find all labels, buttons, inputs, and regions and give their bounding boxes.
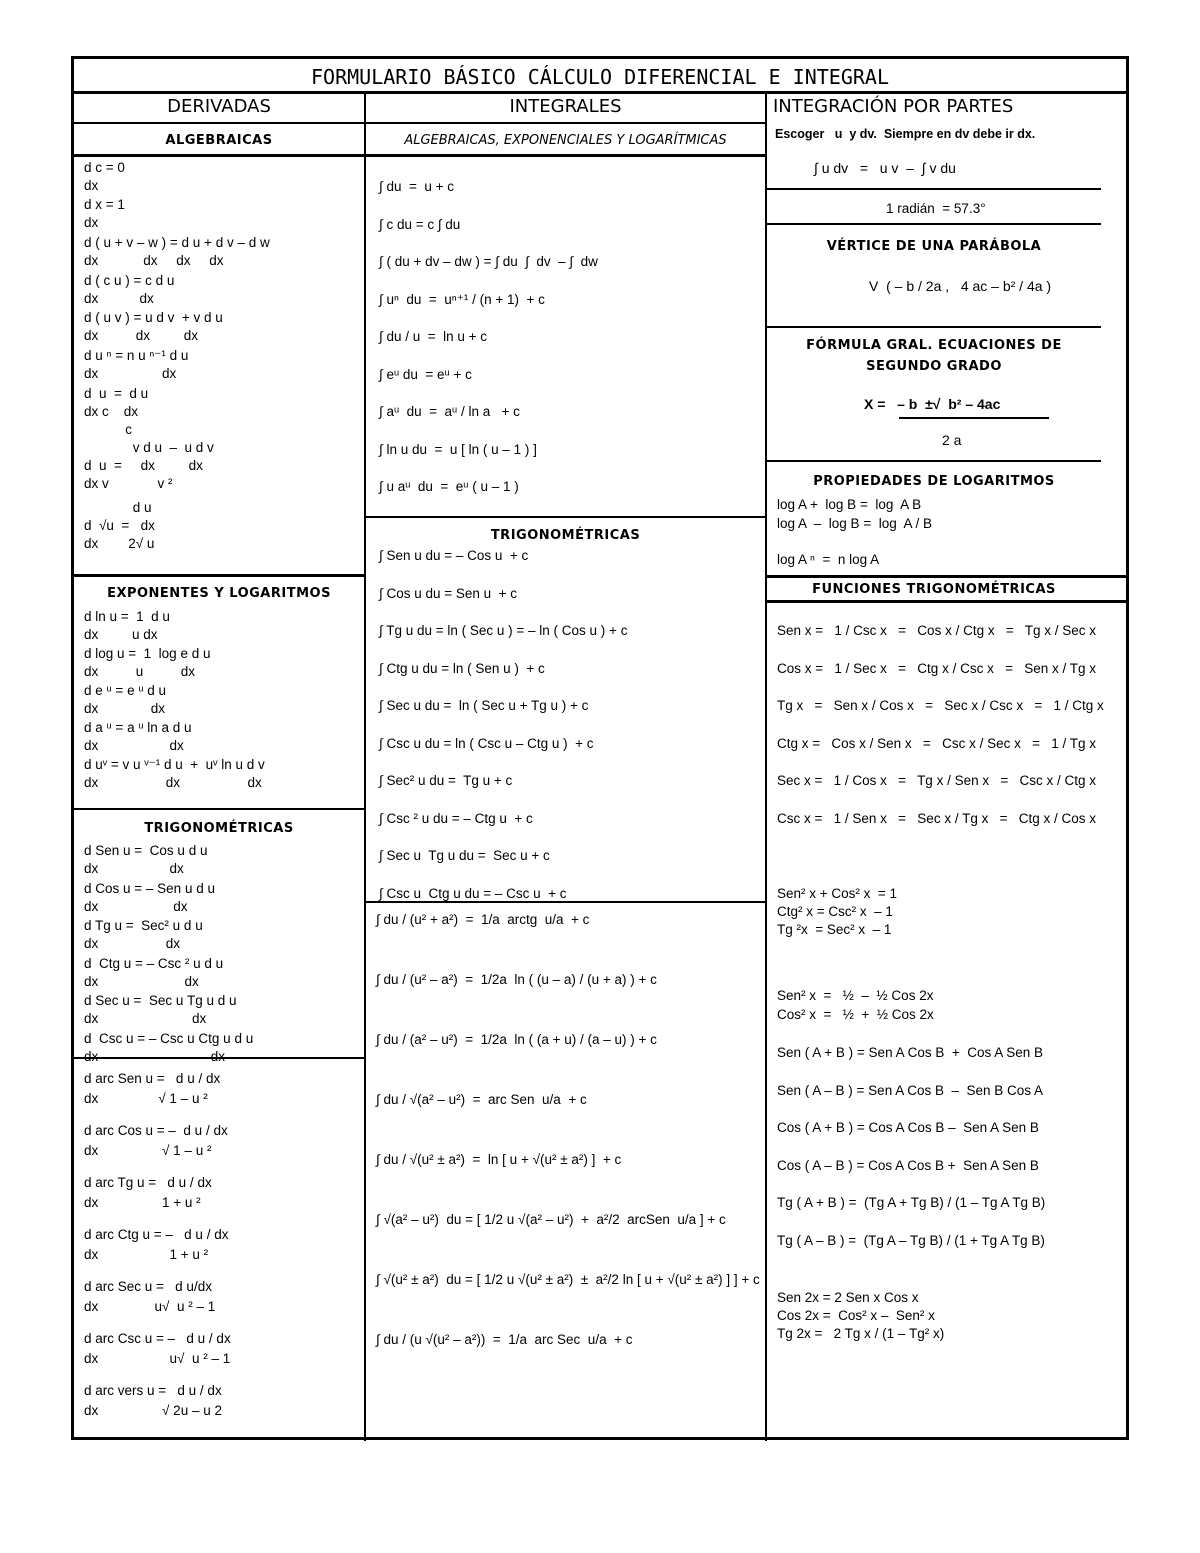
identidad-pitagorica: Sen² x + Cos² x = 1 (777, 886, 898, 901)
derivada-exp-formula-line: d e ᵘ = e ᵘ d u (84, 683, 167, 698)
derivada-formula-line: d ( c u ) = c d u (84, 273, 175, 288)
derivada-exp-formula (84, 682, 166, 718)
divider-der-trig (74, 808, 364, 810)
sec-algebraicas: ALGEBRAICAS (165, 133, 273, 148)
sec-formula-gral: FÓRMULA GRAL. ECUACIONES DE SEGUNDO GRADO (806, 338, 1062, 374)
integral-formula: ∫ c du = c ∫ du (379, 216, 461, 232)
sec-vertice: VÉRTICE DE UNA PARÁBOLA (826, 239, 1042, 254)
partes-note: Escoger u y dv. Siempre en dv debe ir dx. (775, 127, 1036, 141)
integral-trig-formula: ∫ Cos u du = Sen u + c (379, 585, 518, 601)
derivada-exp-formula-line: d ln u = 1 d u (84, 609, 170, 624)
identidad-angulo-doble: Cos 2x = Cos² x – Sen² x (777, 1308, 935, 1323)
derivada-formula (84, 439, 214, 493)
derivada-formula-line: dx dx dx dx (84, 253, 224, 268)
derivada-inversa-formula-line: d arc Csc u = – d u / dx (84, 1331, 231, 1346)
derivada-formula (84, 234, 270, 270)
cuadratica-bar (899, 417, 1049, 419)
identidad-suma: Cos ( A + B ) = Cos A Cos B – Sen A Sen B (777, 1120, 1039, 1135)
derivada-formula-line: d u ⁿ = n u ⁿ⁻¹ d u (84, 348, 189, 363)
derivada-formula-line: c (84, 422, 133, 437)
derivada-trig-formula (84, 955, 223, 991)
identidad-suma: Sen ( A + B ) = Sen A Cos B + Cos A Sen B (777, 1045, 1044, 1060)
sec-exponentes-log: EXPONENTES Y LOGARITMOS (107, 586, 331, 601)
integral-trig-formula: ∫ Tg u du = ln ( Sec u ) = – ln ( Cos u ) + c (379, 623, 628, 638)
derivada-inversa-formula (84, 1381, 222, 1421)
cuadratica-den: 2 a (942, 432, 962, 448)
divider-partes-4 (767, 460, 1101, 462)
derivada-inversa-formula (84, 1329, 231, 1369)
derivada-inversa-formula-line: d arc Cos u = – d u / dx (84, 1123, 228, 1138)
integral-especial-formula: ∫ √(a² – u²) du = [ 1/2 u √(a² – u²) + a²/2 arcSen u/a ] + c (376, 1212, 726, 1227)
derivada-inversa-formula (84, 1173, 212, 1213)
derivada-inversa-formula-line: d arc vers u = d u / dx (84, 1383, 222, 1398)
divider-der-inv (74, 1057, 364, 1059)
integral-formula: ∫ ln u du = u [ ln ( u – 1 ) ] (379, 441, 537, 457)
divider-int-trig (366, 516, 765, 518)
derivada-inversa-formula-line: d arc Sec u = d u/dx (84, 1279, 212, 1294)
integral-trig-formula: ∫ Csc u du = ln ( Csc u – Ctg u ) + c (379, 735, 594, 751)
integral-formula: ∫ u aᵘ du = eᵘ ( u – 1 ) (379, 479, 519, 494)
derivada-formula-line: d x = 1 (84, 197, 125, 212)
derivada-exp-formula-line: d log u = 1 log e d u (84, 646, 211, 661)
derivada-trig-formula-line: d Csc u = – Csc u Ctg u d u (84, 1030, 254, 1046)
derivada-exp-formula-line: dx dx (84, 701, 166, 716)
divider-int-esp (366, 901, 765, 903)
col-divider-1 (364, 91, 366, 1441)
derivada-formula-line: d u (84, 500, 152, 515)
derivada-exp-formula (84, 719, 192, 755)
derivada-formula-line: dx (84, 178, 99, 193)
derivada-inversa-formula-line: dx u√ u ² – 1 (84, 1299, 216, 1314)
derivada-exp-formula (84, 756, 265, 792)
derivada-trig-formula (84, 880, 215, 916)
derivada-inversa-formula-line: d arc Ctg u = – d u / dx (84, 1227, 229, 1242)
sec-funciones-trig: FUNCIONES TRIGONOMÉTRICAS (812, 582, 1056, 597)
derivada-trig-formula-line: d Tg u = Sec² u d u (84, 918, 203, 933)
derivada-trig-formula-line: d Sec u = Sec u Tg u d u (84, 993, 237, 1008)
integral-formula: ∫ eᵘ du = eᵘ + c (379, 366, 472, 382)
derivada-trig-formula (84, 842, 207, 878)
integral-formula: ∫ uⁿ du = uⁿ⁺¹ / (n + 1) + c (379, 291, 545, 307)
integral-especial-formula: ∫ √(u² ± a²) du = [ 1/2 u √(u² ± a²) ± a²/2 ln [ u + √(u² ± a²) ] ] + c (376, 1272, 760, 1287)
derivada-exp-formula (84, 645, 210, 681)
derivada-trig-formula-line: d Sen u = Cos u d u (84, 843, 208, 858)
derivada-inversa-formula-line: dx √ 1 – u ² (84, 1143, 212, 1158)
identidad-angulo-doble: Tg 2x = 2 Tg x / (1 – Tg² x) (777, 1326, 945, 1341)
page-title: FORMULARIO BÁSICO CÁLCULO DIFERENCIAL E INTEGRAL (311, 65, 889, 89)
col-divider-2 (765, 91, 767, 1441)
formulario-sheet (71, 56, 1129, 1440)
derivada-inversa-formula (84, 1121, 228, 1161)
derivada-exp-formula-line: d a ᵘ = a ᵘ ln a d u (84, 720, 192, 735)
identidad-medio-angulo: Cos² x = ½ + ½ Cos 2x (777, 1007, 934, 1022)
derivada-trig-formula-line: dx dx (84, 1048, 226, 1064)
derivada-trig-formula-line: dx dx (84, 1011, 207, 1026)
derivada-exp-formula-line: d uᵛ = v u ᵛ⁻¹ d u + uᵛ ln u d v (84, 757, 265, 772)
derivada-formula (84, 385, 148, 439)
integral-trig-formula: ∫ Sec² u du = Tg u + c (379, 773, 513, 788)
derivada-formula-line: dx c dx (84, 404, 139, 419)
integral-trig-formula: ∫ Sec u Tg u du = Sec u + c (379, 848, 550, 863)
divider-partes-6 (767, 600, 1129, 603)
derivada-inversa-formula (84, 1069, 220, 1109)
funcion-trig: Sen x = 1 / Csc x = Cos x / Ctg x = Tg x / Sec x (777, 623, 1096, 638)
derivada-exp-formula-line: dx u dx (84, 664, 196, 679)
col-head-partes: INTEGRACIÓN POR PARTES (773, 96, 1014, 117)
sec-trig-der: TRIGONOMÉTRICAS (144, 821, 294, 836)
log-propiedad: log A ⁿ = n log A (777, 552, 880, 567)
identidad-suma: Tg ( A + B ) = (Tg A + Tg B) / (1 – Tg A Tg B) (777, 1195, 1046, 1210)
derivada-formula-line: dx dx (84, 366, 177, 381)
integral-formula: ∫ du / u = ln u + c (379, 329, 488, 344)
derivada-formula-line: d √u = dx (84, 518, 155, 533)
identidad-medio-angulo: Sen² x = ½ – ½ Cos 2x (777, 988, 934, 1003)
derivada-inversa-formula-line: d arc Sen u = d u / dx (84, 1071, 221, 1086)
log-propiedad: log A + log B = log A B (777, 497, 922, 512)
divider-partes-5 (767, 575, 1129, 578)
derivada-formula (84, 347, 188, 383)
funcion-trig: Csc x = 1 / Sen x = Sec x / Tg x = Ctg x / Cos x (777, 810, 1096, 826)
derivada-exp-formula-line: dx dx (84, 738, 184, 753)
vertice-formula: V ( – b / 2a , 4 ac – b² / 4a ) (869, 278, 1052, 294)
integral-especial-formula: ∫ du / (u² – a²) = 1/2a ln ( (u – a) / (u + a) ) + c (376, 972, 657, 987)
integral-trig-formula: ∫ Csc u Ctg u du = – Csc u + c (379, 885, 567, 901)
derivada-exp-formula-line: dx u dx (84, 627, 158, 642)
derivada-trig-formula (84, 917, 203, 953)
head-divider-left (74, 122, 765, 124)
integral-trig-formula: ∫ Csc ² u du = – Ctg u + c (379, 810, 533, 826)
integral-especial-formula: ∫ du / √(a² – u²) = arc Sen u/a + c (376, 1092, 587, 1107)
sec-trig-int: TRIGONOMÉTRICAS (490, 528, 641, 543)
derivada-formula (84, 499, 155, 553)
derivada-inversa-formula-line: d arc Tg u = d u / dx (84, 1175, 212, 1190)
col-head-derivadas: DERIVADAS (167, 96, 271, 117)
derivada-trig-formula-line: d Ctg u = – Csc ² u d u (84, 955, 224, 971)
integral-trig-formula: ∫ Sec u du = ln ( Sec u + Tg u ) + c (379, 698, 589, 713)
integral-especial-formula: ∫ du / (a² – u²) = 1/2a ln ( (a + u) / (a – u) ) + c (376, 1032, 657, 1047)
derivada-trig-formula-line: dx dx (84, 861, 184, 876)
divider-der-alg (74, 154, 364, 157)
derivada-trig-formula-line: d Cos u = – Sen u d u (84, 880, 215, 896)
integral-especial-formula: ∫ du / √(u² ± a²) = ln [ u + √(u² ± a²) ] + c (376, 1152, 622, 1167)
derivada-trig-formula-line: dx dx (84, 936, 181, 951)
derivada-formula (84, 272, 174, 308)
divider-partes-1 (767, 188, 1101, 190)
integral-especial-formula: ∫ du / (u √(u² – a²)) = 1/a arc Sec u/a + c (376, 1332, 633, 1347)
derivada-formula-line: dx dx (84, 291, 154, 306)
divider-der-exp (74, 574, 364, 577)
funcion-trig: Ctg x = Cos x / Sen x = Csc x / Sec x = 1 / Tg x (777, 735, 1096, 751)
derivada-exp-formula-line: dx dx dx (84, 775, 262, 790)
partes-formula: ∫ u dv = u v – ∫ v du (814, 160, 956, 176)
derivada-trig-formula (84, 1030, 253, 1066)
derivada-formula-line: dx (84, 215, 99, 230)
integral-trig-formula: ∫ Sen u du = – Cos u + c (379, 548, 529, 563)
derivada-formula-line: d c = 0 (84, 160, 125, 175)
radian: 1 radián = 57.3° (886, 201, 986, 216)
derivada-inversa-formula-line: dx 1 + u ² (84, 1247, 209, 1262)
funcion-trig: Sec x = 1 / Cos x = Tg x / Sen x = Csc x / Ctg x (777, 773, 1096, 788)
identidad-angulo-doble: Sen 2x = 2 Sen x Cos x (777, 1290, 919, 1305)
derivada-inversa-formula-line: dx √ 2u – u 2 (84, 1403, 222, 1418)
derivada-inversa-formula-line: dx u√ u ² – 1 (84, 1351, 231, 1366)
derivada-formula-line: dx 2√ u (84, 536, 155, 551)
identidad-pitagorica: Tg ²x = Sec² x – 1 (777, 922, 892, 937)
derivada-exp-formula (84, 608, 170, 644)
derivada-trig-formula-line: dx dx (84, 973, 199, 989)
derivada-inversa-formula (84, 1277, 215, 1317)
sec-alg-exp-log: ALGEBRAICAS, EXPONENCIALES Y LOGARÍTMICAS (404, 133, 727, 148)
identidad-suma: Sen ( A – B ) = Sen A Cos B – Sen B Cos A (777, 1082, 1044, 1098)
funcion-trig: Cos x = 1 / Sec x = Ctg x / Csc x = Sen x / Tg x (777, 660, 1096, 676)
derivada-formula-line: d u = dx dx (84, 458, 203, 473)
derivada-inversa-formula-line: dx 1 + u ² (84, 1195, 201, 1210)
derivada-trig-formula-line: dx dx (84, 898, 188, 914)
derivada-formula (84, 309, 223, 345)
title-divider (74, 91, 1126, 94)
integral-trig-formula: ∫ Ctg u du = ln ( Sen u ) + c (379, 660, 545, 676)
derivada-formula (84, 159, 125, 195)
identidad-suma: Cos ( A – B ) = Cos A Cos B + Sen A Sen B (777, 1157, 1039, 1173)
integral-formula: ∫ aᵘ du = aᵘ / ln a + c (379, 404, 520, 419)
derivada-inversa-formula (84, 1225, 228, 1265)
derivada-formula-line: d ( u + v – w ) = d u + d v – d w (84, 235, 270, 250)
integral-formula: ∫ du = u + c (379, 179, 454, 194)
divider-partes-2 (767, 223, 1101, 225)
log-propiedad: log A – log B = log A / B (777, 516, 932, 531)
integral-formula: ∫ ( du + dv – dw ) = ∫ du ∫ dv – ∫ dw (379, 254, 598, 269)
derivada-formula-line: dx dx dx (84, 328, 199, 343)
derivada-formula (84, 196, 125, 232)
identidad-pitagorica: Ctg² x = Csc² x – 1 (777, 904, 893, 919)
derivada-formula-line: dx v v ² (84, 476, 173, 491)
derivada-trig-formula (84, 992, 236, 1028)
divider-int-alg (366, 154, 765, 157)
identidad-suma: Tg ( A – B ) = (Tg A – Tg B) / (1 + Tg A Tg B) (777, 1232, 1045, 1248)
derivada-formula-line: d u = d u (84, 386, 149, 401)
col-head-integrales: INTEGRALES (509, 96, 622, 117)
cuadratica-num: X = – b ±√ b² – 4ac (864, 396, 1001, 412)
derivada-formula-line: d ( u v ) = u d v + v d u (84, 310, 223, 325)
funcion-trig: Tg x = Sen x / Cos x = Sec x / Csc x = 1 / Ctg x (777, 698, 1104, 713)
sec-prop-log: PROPIEDADES DE LOGARITMOS (813, 474, 1055, 489)
integral-especial-formula: ∫ du / (u² + a²) = 1/a arctg u/a + c (376, 912, 590, 927)
derivada-inversa-formula-line: dx √ 1 – u ² (84, 1091, 208, 1106)
derivada-formula-line: v d u – u d v (84, 440, 214, 455)
divider-partes-3 (767, 326, 1101, 328)
